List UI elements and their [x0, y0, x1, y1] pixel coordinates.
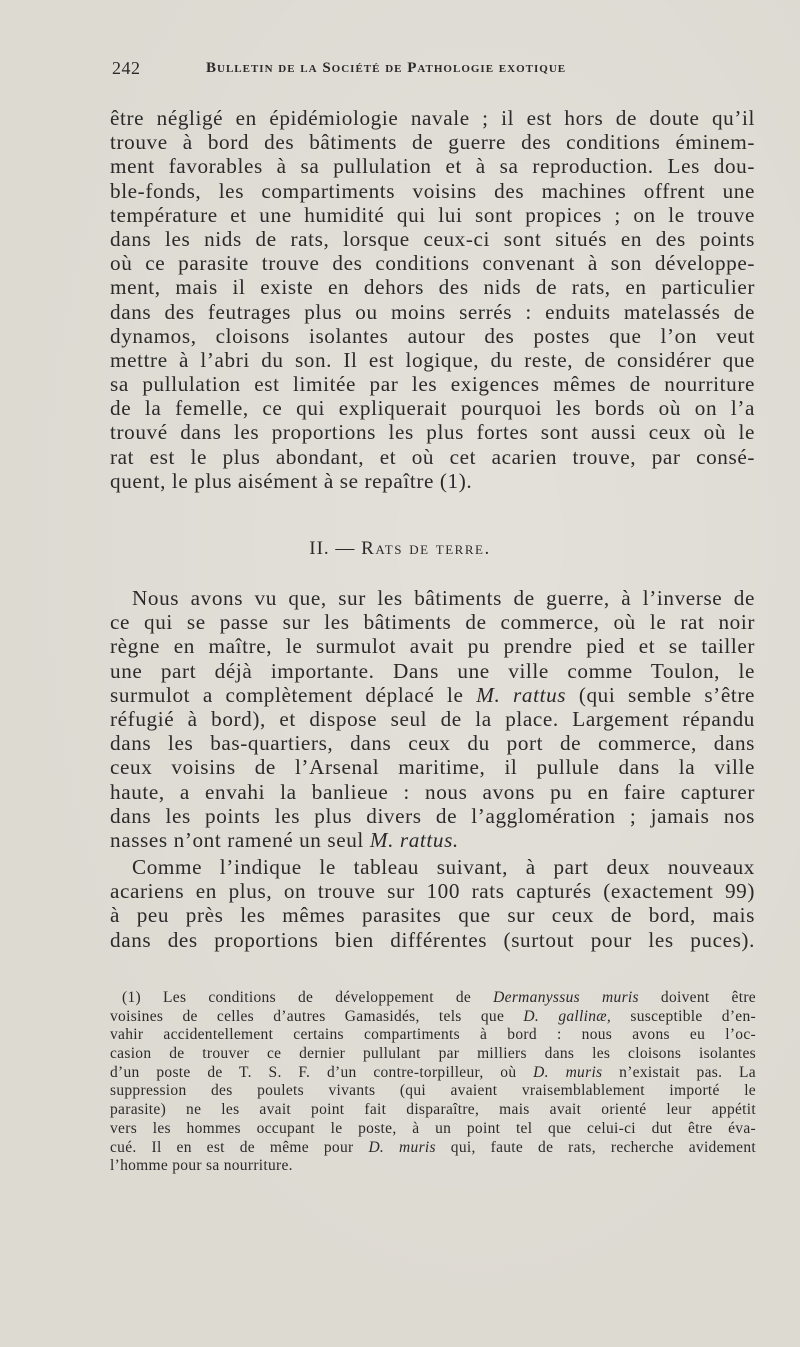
text-line: dynamos, cloisons isolantes autour des postes que l’on veut — [110, 323, 755, 348]
text-line — [110, 828, 755, 852]
footnote-line: vers les hommes occupant le poste, à un point tel que celui-ci dut être éva- — [110, 1119, 756, 1137]
text-run: susceptible d’en- — [630, 1007, 756, 1025]
section-number: II. — — [309, 538, 356, 559]
text-run: voisines de celles d’autres Gamasidés, tels que — [110, 1007, 505, 1025]
footnote-line — [110, 1008, 756, 1027]
running-title: Bulletin de la Société de Pathologie exotique — [206, 60, 567, 76]
text-run: doivent être — [660, 989, 756, 1006]
text-run: qui, faute de rats, recherche avidement — [450, 1138, 756, 1156]
species-name: M. rattus. — [369, 827, 459, 852]
species-name: D. muris — [368, 1138, 436, 1156]
footnote-line: vahir accidentellement certains compartiments à bord : nous avons eu l’oc- — [110, 1026, 756, 1044]
species-name: M. rattus — [476, 682, 567, 707]
footnote-line: casion de trouver ce dernier pullulant par milliers dans les cloisons isolantes — [110, 1045, 756, 1063]
text-run: (qui semble s’être — [578, 682, 755, 707]
text-line: ble-fonds, les compartiments voisins des machines offrent une — [110, 178, 755, 203]
paragraph-1 — [110, 106, 755, 493]
section-heading — [0, 538, 800, 560]
text-line: Comme l’indique le tableau suivant, à part deux nouveaux — [132, 855, 755, 879]
footnote-line: l’homme pour sa nourriture. — [110, 1157, 293, 1175]
footnote-line — [110, 1064, 756, 1083]
text-line: température et une humidité qui lui sont propices ; on le trouve — [110, 202, 755, 227]
text-line: trouvé dans les proportions les plus fortes sont aussi ceux où le — [110, 420, 755, 445]
paragraph-2 — [110, 586, 755, 852]
text-line: Nous avons vu que, sur les bâtiments de guerre, à l’inverse de — [132, 586, 755, 610]
text-run: surmulot a complètement déplacé le — [110, 682, 464, 707]
text-line: mettre à l’abri du son. Il est logique, du reste, de considérer que — [110, 347, 755, 372]
text-line: dans des proportions bien différentes (surtout pour les puces). — [110, 927, 755, 952]
footnote-line — [110, 1139, 756, 1158]
text-line: réfugié à bord), et dispose seul de la place. Largement répandu — [110, 706, 755, 731]
text-line: règne en maître, le surmulot avait pu prendre pied et se tailler — [110, 634, 755, 659]
text-run: (1) Les conditions de développement de — [122, 989, 472, 1006]
footnote-line: suppression des poulets vivants (qui avaient vraisemblablement importé le — [110, 1082, 756, 1100]
text-line: ceux voisins de l’Arsenal maritime, il pullule dans la ville — [110, 755, 755, 780]
text-line: dans les points les plus divers de l’agglomération ; jamais nos — [110, 803, 755, 828]
text-line: sa pullulation est limitée par les exigences mêmes de nourriture — [110, 372, 755, 397]
text-run: n’existait pas. La — [619, 1063, 756, 1081]
text-line: être négligé en épidémiologie navale ; il est hors de doute qu’il — [110, 106, 755, 130]
text-line: quent, le plus aisément à se repaître (1). — [110, 468, 473, 493]
text-run: d’un poste de T. S. F. d’un contre-torpilleur, où — [110, 1063, 517, 1081]
text-line: où ce parasite trouve des conditions convenant à son développe- — [110, 251, 755, 276]
text-line: de la femelle, ce qui expliquerait pourquoi les bords où on l’a — [110, 396, 755, 421]
text-run: cué. Il en est de même pour — [110, 1138, 354, 1156]
text-run: nasses n’ont ramené un seul — [110, 827, 364, 852]
text-line: haute, a envahi la banlieue : nous avons pu en faire capturer — [110, 779, 755, 804]
section-title: Rats de terre. — [361, 538, 491, 559]
text-line: acariens en plus, on trouve sur 100 rats capturés (exactement 99) — [110, 879, 755, 904]
text-line: ment favorables à sa pullulation et à sa reproduction. Les dou- — [110, 154, 755, 179]
paragraph-3 — [110, 855, 755, 952]
species-name: D. gallinæ, — [523, 1007, 612, 1025]
page-header — [112, 58, 712, 88]
text-line: dans les nids de rats, lorsque ceux-ci sont situés en des points — [110, 226, 755, 251]
page-number: 242 — [112, 58, 141, 78]
text-line: une part déjà importante. Dans une ville comme Toulon, le — [110, 658, 755, 683]
text-line: ment, mais il existe en dehors des nids de rats, en particulier — [110, 275, 755, 300]
text-line: ce qui se passe sur les bâtiments de commerce, où le rat noir — [110, 610, 755, 635]
text-line: trouve à bord des bâtiments de guerre des conditions éminem- — [110, 130, 755, 155]
text-line: dans les bas-quartiers, dans ceux du port de commerce, dans — [110, 731, 755, 756]
text-line: dans des feutrages plus ou moins serrés : enduits matelassés de — [110, 299, 755, 324]
species-name: D. muris — [533, 1063, 603, 1081]
text-line: à peu près les mêmes parasites que sur ceux de bord, mais — [110, 903, 755, 928]
species-name: Dermanyssus muris — [493, 989, 639, 1006]
footnote — [110, 989, 756, 1176]
footnote-line: parasite) ne les avait point fait disparaître, mais avait orienté leur appétit — [110, 1101, 756, 1119]
footnote-line — [110, 989, 756, 1008]
text-line — [110, 683, 755, 707]
text-line: rat est le plus abondant, et où cet acarien trouve, par consé- — [110, 444, 755, 469]
